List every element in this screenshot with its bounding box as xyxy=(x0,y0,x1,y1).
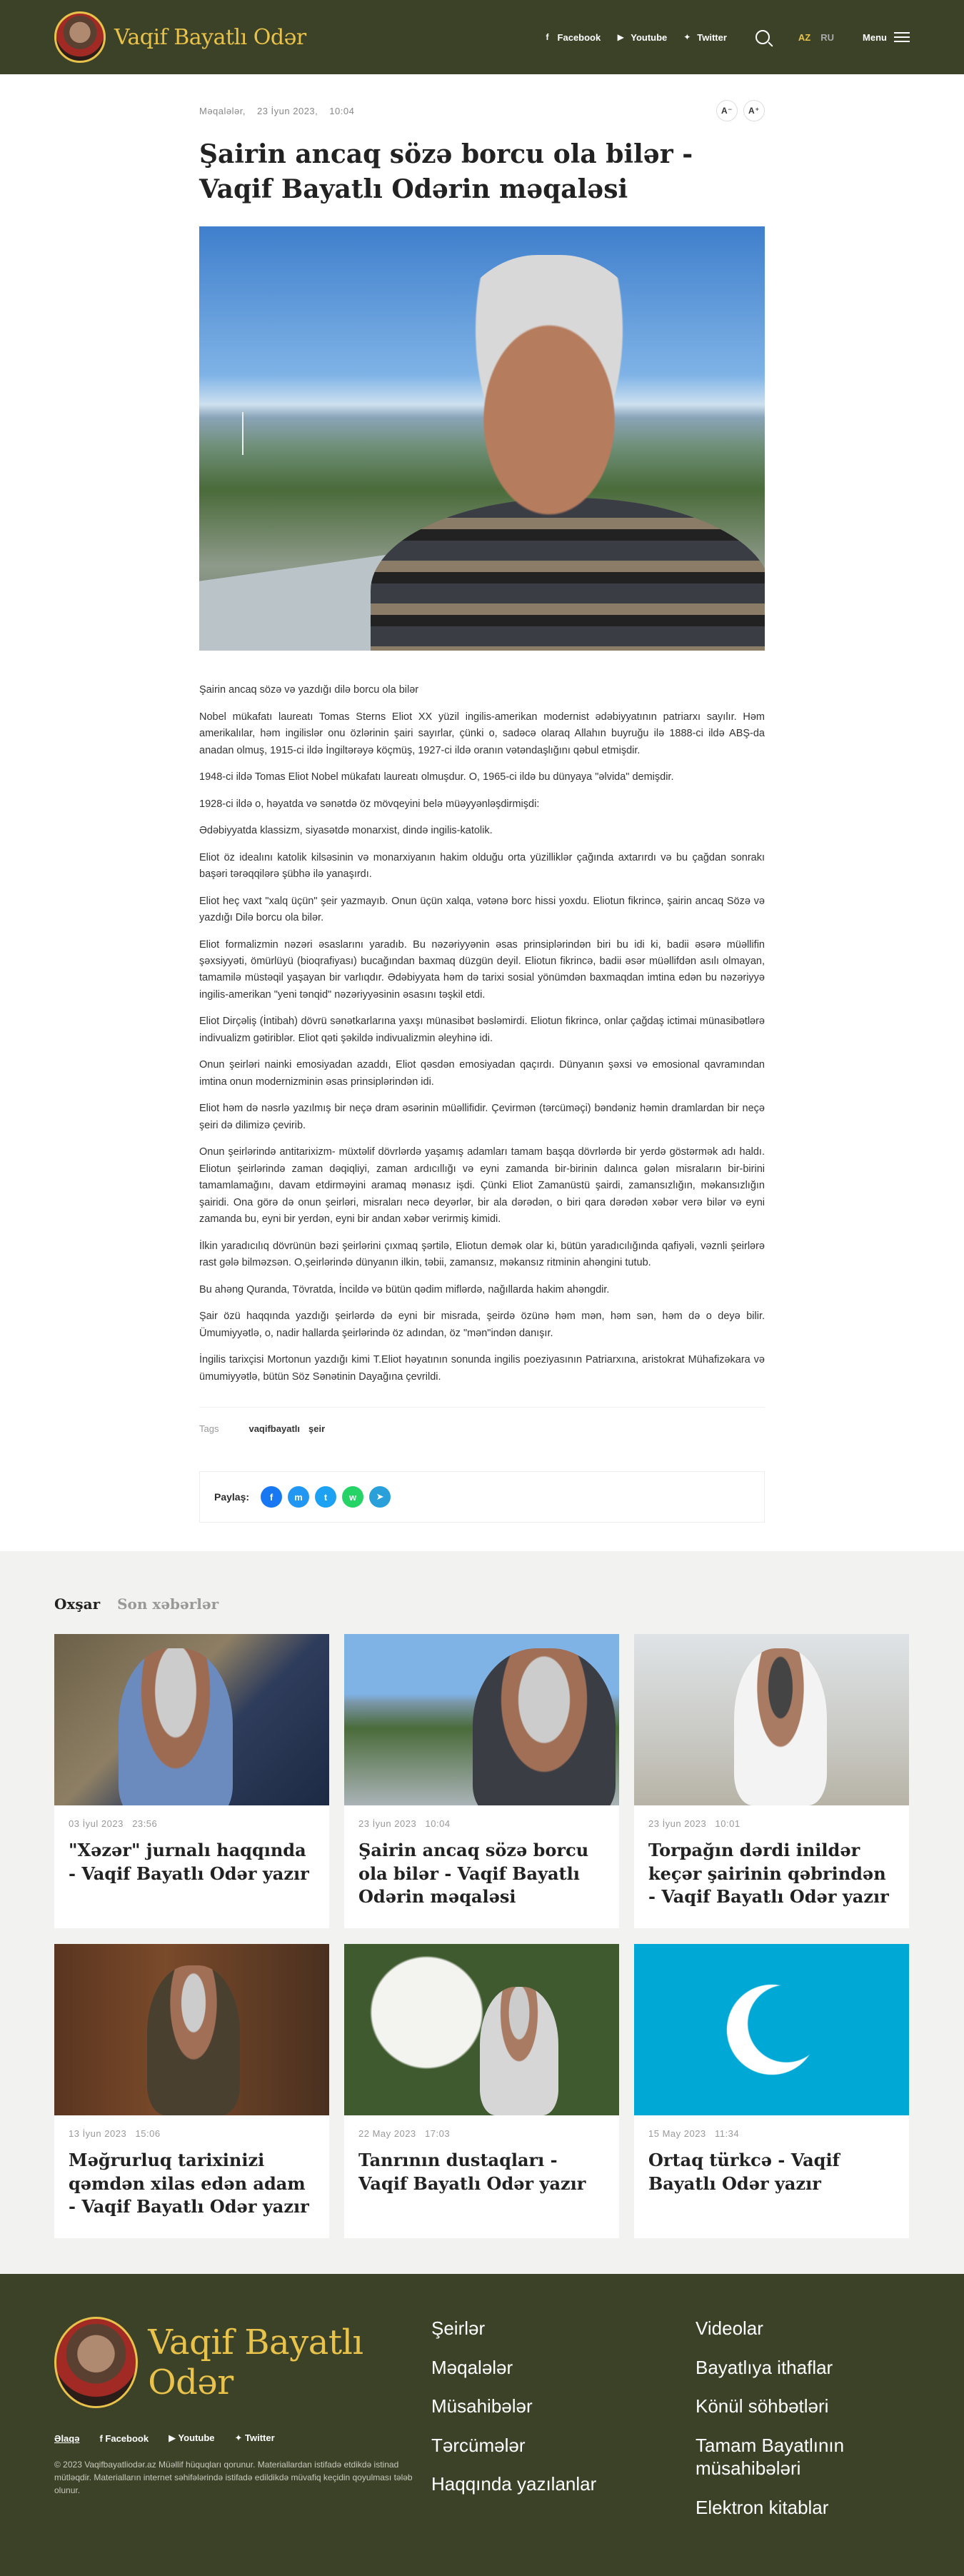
share-icons xyxy=(261,1486,391,1508)
related-card[interactable] xyxy=(344,1634,619,1928)
messenger-icon[interactable]: m xyxy=(288,1486,309,1508)
card-title: Torpağın dərdi inildər keçər şairinin qəbrindən - Vaqif Bayatlı Odər yazır xyxy=(648,1840,889,1907)
article-paragraph: Bu ahəng Quranda, Tövratda, İncildə və bütün qədim miflərdə, nağıllarda hakim ahəngdir. xyxy=(199,1283,610,1295)
font-decrease-button[interactable]: A⁻ xyxy=(716,100,738,121)
card-title: Məğrurluq tarixinizi qəmdən xilas edən adam - Vaqif Bayatlı Odər yazır xyxy=(69,2150,309,2217)
facebook-icon: f xyxy=(99,2432,106,2444)
related-card[interactable] xyxy=(54,1634,329,1928)
card-title: "Xəzər" jurnalı haqqında - Vaqif Bayatlı Odər yazır xyxy=(69,1840,309,1884)
footer-logo[interactable] xyxy=(54,2317,431,2408)
portrait-face xyxy=(435,255,663,555)
article-paragraph: Eliot həm də nəsrlə yazılmış bir neçə dram əsərinin müəllifidir. Çevirmən (tərcüməçi) bəndəniz həmin dramlardan bir neçə şeiri də dilimizə çevirib. xyxy=(199,1103,765,1131)
twitter-link[interactable] xyxy=(681,31,727,43)
card-date: 22 May 2023 17:03 xyxy=(358,2128,451,2140)
logo-text: Vaqif Bayatlı Odər xyxy=(114,24,306,50)
related-card[interactable] xyxy=(634,1944,909,2238)
footer-link[interactable]: Müsahibələr xyxy=(431,2395,533,2417)
article-paragraph: Onun şeirləri nainki emosiyadan azaddı, Eliot qəsdən emosiyadan qaçırdı. Dünyanın şəxsi və emosional qavramından imtina onun modernizminin əsas prinsiplərindən idi. xyxy=(199,1059,765,1088)
portrait-figure xyxy=(119,1648,233,1805)
footer-link[interactable]: Videolar xyxy=(696,2317,763,2340)
facebook-icon[interactable]: f xyxy=(261,1486,282,1508)
footer-social xyxy=(54,2432,431,2444)
related-tabs xyxy=(54,1595,910,1613)
related-card[interactable] xyxy=(54,1944,329,2238)
article-paragraph: Şairin ancaq sözə və yazdığı dilə borcu ola bilər xyxy=(199,684,419,696)
footer-twitter-link[interactable]: ✦ Twitter xyxy=(234,2432,275,2444)
footer-link[interactable]: Haqqında yazılanlar xyxy=(431,2473,597,2495)
twitter-icon: ✦ xyxy=(234,2432,246,2444)
article-body xyxy=(199,682,765,1385)
menu-label: Menu xyxy=(863,31,887,43)
logo-avatar xyxy=(54,11,106,63)
footer-link[interactable]: Tərcümələr xyxy=(431,2434,526,2456)
article xyxy=(199,74,765,1551)
card-title: Şairin ancaq sözə borcu ola bilər - Vaqif Bayatlı Odərin məqaləsi xyxy=(358,1840,589,1907)
font-increase-button[interactable]: A⁺ xyxy=(743,100,765,121)
card-date: 15 May 2023 11:34 xyxy=(648,2128,740,2140)
portrait-figure xyxy=(480,1987,558,2115)
twitter-icon[interactable]: t xyxy=(315,1486,336,1508)
article-meta xyxy=(199,100,765,121)
article-paragraph: Nobel mükafatı laureatı Tomas Sterns Eliot XX yüzil ingilis-amerikan modernist ədəbiyyatının patriarxı sayılır. Həm amerikalılar, həm ingilislər onu özlərinin şairi sayırlar, çünki o, sadəcə olaraq Allahın buyruğu ilə 1888-ci ildə ABŞ-da anadan olmuş, 1915-ci ildə İngiltərəyə köçmüş, 1927-ci ildə oranın vətəndaşlığını qəbul etmişdir. xyxy=(199,711,765,756)
portrait-figure xyxy=(473,1648,616,1805)
footer-left xyxy=(54,2317,431,2519)
card-image xyxy=(344,1634,619,1805)
card-title: Ortaq türkcə - Vaqif Bayatlı Odər yazır xyxy=(648,2150,840,2194)
article-paragraph: Onun şeirlərində antitarixizm- müxtəlif dövrlərdə yaşamış adamları tamam başqa dövrlərdə bir yerdə göstərmək adı haldı. Eliotun şeirlərində zaman dəqiqliyi, zaman ardıcıllığı və eyni zamanda bir-birinin dalınca gələn misraların bir-birini tamamlamağını, davam etdirməyini aramaq mənasız işdi. Çünki Eliot Zamanüstü şairdi, zamansızlığın, məkansızlığın şairidi. Ona görə də onun şeirləri, misraları necə deyərlər, bir ala dərədən, o biri qara dərədən xəbər verə bilər və eyni zamanda bu, eyni bir yerdən, eyni bir andan xəbər verirmiş kimidi. xyxy=(199,1146,765,1226)
site-footer xyxy=(0,2274,964,2576)
article-tags xyxy=(199,1407,765,1434)
portrait-figure xyxy=(734,1648,827,1805)
copyright: © 2023 Vaqifbayatliodər.az Müəllif hüquqları qorunur. Materiallardan istifadə etdikdə istinad mütləqdir. Materialların internet səhifələrində istifadə edildikdə müvafiq keçidin qoyulması tələb olunur. xyxy=(54,2460,413,2496)
article-section xyxy=(0,74,964,1551)
youtube-link[interactable] xyxy=(615,31,667,43)
card-date: 23 İyun 2023 10:01 xyxy=(648,1818,740,1830)
tag-link[interactable]: şeir xyxy=(308,1423,326,1435)
article-date: 23 İyun 2023, xyxy=(256,105,318,116)
article-title: Şairin ancaq sözə borcu ola bilər - Vaqif Bayatlı Odərin məqaləsi xyxy=(199,139,693,204)
footer-link[interactable]: Tamam Bayatlının müsahibələri xyxy=(696,2434,845,2480)
footer-link[interactable]: Məqalələr xyxy=(431,2356,513,2378)
card-image xyxy=(54,1944,329,2115)
header-social-links xyxy=(542,31,727,43)
menu-button[interactable] xyxy=(863,32,910,43)
article-paragraph: 1928-ci ildə o, həyatda və sənətdə öz mövqeyini belə müəyyənləşdirmişdi: xyxy=(199,798,540,810)
site-logo[interactable] xyxy=(54,11,306,63)
search-icon[interactable] xyxy=(755,30,770,44)
twitter-icon: ✦ xyxy=(683,32,691,42)
footer-col-1 xyxy=(431,2317,617,2519)
article-paragraph: Eliot öz idealını katolik kilsəsinin və monarxiyanın hakim olduğu orta yüzilliklər çağında axtarırdı və bu çağdan sonrakı başəri tərəqqilərə şübhə ilə yanaşırdı. xyxy=(199,851,765,881)
article-paragraph: 1948-ci ildə Tomas Eliot Nobel mükafatı laureatı olmuşdur. O, 1965-ci ildə bu dünyaya "əlvida" demişdir. xyxy=(199,771,674,783)
card-date: 13 İyun 2023 15:06 xyxy=(69,2128,161,2140)
footer-col-2 xyxy=(696,2317,881,2519)
footer-link[interactable]: Bayatlıya ithaflar xyxy=(696,2356,833,2378)
footer-nav xyxy=(431,2317,881,2519)
language-switcher xyxy=(798,32,834,43)
article-paragraph: İlkin yaradıcılıq dövrünün bəzi şeirlərini çıxmaq şərtilə, Eliotun demək olar ki, bütün yaradıcılığında qafiyəli, vəznli şeirlərə rast gələ bilməzsən. O,şeirlərində dünyanın ilkin, təbii, zamansız, məkansız ritminin ahəngini tutub. xyxy=(199,1240,765,1269)
article-hero-image xyxy=(199,226,765,651)
turkic-emblem-icon xyxy=(711,1969,833,2090)
footer-link[interactable]: Şeirlər xyxy=(431,2317,486,2340)
logo-avatar xyxy=(54,2317,138,2408)
related-section xyxy=(54,1551,910,2274)
facebook-link[interactable] xyxy=(542,31,601,43)
share-label: Paylaş: xyxy=(214,1491,250,1503)
contact-link[interactable]: Əlaqə xyxy=(54,2432,80,2444)
facebook-label: Facebook xyxy=(557,31,601,43)
footer-link[interactable]: Könül söhbətləri xyxy=(696,2395,829,2417)
footer-facebook-link[interactable]: f Facebook xyxy=(99,2432,149,2444)
tab-latest-news[interactable]: Son xəbərlər xyxy=(117,1595,219,1613)
portrait-figure xyxy=(147,1965,240,2115)
youtube-icon: ▶ xyxy=(169,2432,179,2444)
youtube-label: Youtube xyxy=(631,31,668,43)
article-paragraph: Şair özü haqqında yazdığı şeirlərdə də eyni bir misrada, şeirdə özünə həm mən, həm sən, həm də o deyə bilir. Ümumiyyətlə, o, nadir hallarda şeirlərində öz adından, öz "mən"indən danışır. xyxy=(199,1310,765,1339)
related-grid xyxy=(54,1634,910,2238)
related-card[interactable] xyxy=(634,1634,909,1928)
twitter-label: Twitter xyxy=(697,31,727,43)
card-image xyxy=(344,1944,619,2115)
tags-label: Tags xyxy=(199,1423,219,1435)
flag-pole xyxy=(242,412,243,455)
lang-ru[interactable]: RU xyxy=(820,31,835,43)
article-paragraph: Eliot heç vaxt "xalq üçün" şeir yazmayıb. Onun üçün xalqa, vətənə borc hissi yoxdu. Eliotun fikrincə, şairin ancaq Sözə və yazdığı Dilə borcu ola bilər. xyxy=(199,895,765,924)
header-right xyxy=(542,30,910,44)
article-paragraph: Ədəbiyyatda klassizm, siyasətdə monarxist, dində ingilis-katolik. xyxy=(199,825,493,837)
card-image xyxy=(634,1634,909,1805)
related-card[interactable] xyxy=(344,1944,619,2238)
youtube-icon: ▶ xyxy=(617,32,624,42)
share-bar xyxy=(199,1471,765,1523)
facebook-icon: f xyxy=(546,32,549,42)
site-header xyxy=(0,0,964,74)
footer-youtube-link[interactable]: ▶ Youtube xyxy=(169,2432,215,2444)
article-paragraph: Eliot formalizmin nəzəri əsaslarını yaradıb. Bu nəzəriyyənin əsas prinsiplərindən biri bu idi ki, badii əsərə müəllifin şəxsiyyəti, ömürlüyü (bioqrafiyası) bucağından baxmaq düzgün deyil. Eliotun fikrincə, badii əsər müəllifdən asılı olmayan, tamamilə müstəqil yaşayan bir varlıqdır. Ədəbiyyata həm də tarixi sosial yönümdən baxmaqdan imtina edən bu nəzəriyyə ingilis-amerikan "yeni tənqid" nəzəriyyəsinin əsasını təşkil etdi. xyxy=(199,938,765,1001)
card-image xyxy=(634,1944,909,2115)
tab-similar[interactable]: Oxşar xyxy=(54,1595,101,1613)
article-paragraph: İngilis tarixçisi Mortonun yazdığı kimi T.Eliot həyatının sonunda ingilis poeziyasının Patriarxına, aristokrat Mühafizəkara və ümumiyyətlə, bütün Söz Sənətinin Dayağına çevrildi. xyxy=(199,1354,765,1383)
hamburger-icon xyxy=(894,32,910,42)
telegram-icon[interactable]: ➤ xyxy=(369,1486,391,1508)
lang-az[interactable]: AZ xyxy=(798,31,811,43)
footer-logo-text: Vaqif Bayatlı Odər xyxy=(148,2322,363,2403)
article-time: 10:04 xyxy=(329,105,355,116)
article-category[interactable]: Məqalələr, xyxy=(199,105,246,116)
card-date: 23 İyun 2023 10:04 xyxy=(358,1818,451,1830)
article-paragraph: Eliot Dirçəliş (İntibah) dövrü sənətkarlarına yaxşı münasibət bəsləmirdi. Eliotun fikrincə, onlar çağdaş ictimai münasibətlərə indivualizm gətiriblər. Eliot qəti şəkildə indivualizmin əleyhinə idi. xyxy=(199,1016,765,1044)
card-date: 03 İyul 2023 23:56 xyxy=(69,1818,158,1830)
whatsapp-icon[interactable]: w xyxy=(342,1486,363,1508)
footer-link[interactable]: Elektron kitablar xyxy=(696,2496,829,2518)
font-size-controls xyxy=(716,100,765,121)
card-image xyxy=(54,1634,329,1805)
tag-link[interactable]: vaqifbayatlı xyxy=(248,1423,300,1435)
card-title: Tanrının dustaqları - Vaqif Bayatlı Odər yazır xyxy=(358,2150,586,2194)
